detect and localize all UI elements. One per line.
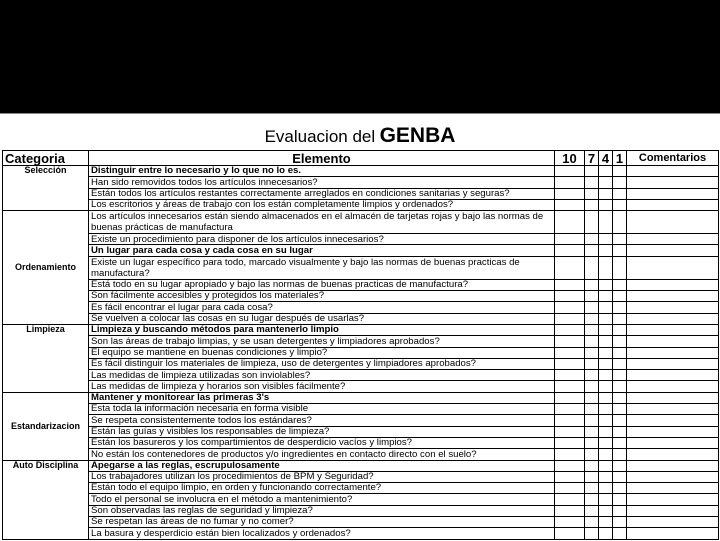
score-1-cell[interactable] (613, 392, 627, 403)
score-4-cell[interactable] (599, 449, 613, 460)
category-cell: Limpieza (3, 324, 89, 392)
score-10-cell[interactable] (555, 404, 585, 415)
score-10-cell[interactable] (555, 279, 585, 290)
comment-cell[interactable] (627, 313, 719, 324)
comment-cell[interactable] (627, 426, 719, 437)
score-10-cell[interactable] (555, 324, 585, 335)
score-7-cell[interactable] (585, 256, 599, 279)
comment-cell[interactable] (627, 437, 719, 448)
score-7-cell[interactable] (585, 166, 599, 177)
score-1-cell[interactable] (613, 471, 627, 482)
comment-cell[interactable] (627, 245, 719, 256)
table-row (3, 166, 719, 177)
element-cell: Los escritorios y áreas de trabajo con los están completamente limpios y ordenados? (89, 199, 555, 210)
element-cell: Los artículos innecesarios están siendo almacenados en el almacén de tarjetas rojas y bajo las normas de buenas prácticas de manufactura (89, 211, 555, 234)
comment-cell[interactable] (627, 471, 719, 482)
element-cell: Están todos los artículos restantes correctamente arreglados en condiciones sanitarias y seguras? (89, 188, 555, 199)
score-4-cell[interactable] (599, 517, 613, 528)
evaluation-table (2, 150, 719, 540)
comment-cell[interactable] (627, 358, 719, 369)
score-4-cell[interactable] (599, 392, 613, 403)
table-row (3, 188, 719, 199)
score-4-cell[interactable] (599, 177, 613, 188)
score-7-cell[interactable] (585, 279, 599, 290)
element-cell: Los trabajadores utilizan los procedimientos de BPM y Seguridad? (89, 471, 555, 482)
score-7-cell[interactable] (585, 199, 599, 210)
comment-cell[interactable] (627, 528, 719, 539)
comment-cell[interactable] (627, 460, 719, 471)
score-1-cell[interactable] (613, 302, 627, 313)
comment-cell[interactable] (627, 347, 719, 358)
category-cell: Ordenamiento (3, 211, 89, 325)
table-row (3, 460, 719, 471)
table-row (3, 370, 719, 381)
score-7-cell[interactable] (585, 505, 599, 516)
comment-cell[interactable] (627, 166, 719, 177)
score-4-cell[interactable] (599, 460, 613, 471)
comment-cell[interactable] (627, 370, 719, 381)
score-1-cell[interactable] (613, 404, 627, 415)
score-1-cell[interactable] (613, 324, 627, 335)
score-1-cell[interactable] (613, 381, 627, 392)
score-7-cell[interactable] (585, 460, 599, 471)
score-10-cell[interactable] (555, 483, 585, 494)
header-comentarios: Comentarios (627, 151, 719, 166)
score-1-cell[interactable] (613, 415, 627, 426)
score-1-cell[interactable] (613, 336, 627, 347)
element-cell: Son observadas las reglas de seguridad y limpieza? (89, 505, 555, 516)
score-7-cell[interactable] (585, 415, 599, 426)
score-10-cell[interactable] (555, 336, 585, 347)
score-10-cell[interactable] (555, 437, 585, 448)
score-10-cell[interactable] (555, 199, 585, 210)
score-7-cell[interactable] (585, 358, 599, 369)
table-row (3, 437, 719, 448)
score-10-cell[interactable] (555, 460, 585, 471)
element-cell: Limpieza y buscando métodos para mantenerlo limpio (89, 324, 555, 335)
comment-cell[interactable] (627, 256, 719, 279)
score-4-cell[interactable] (599, 256, 613, 279)
table-row (3, 517, 719, 528)
score-4-cell[interactable] (599, 404, 613, 415)
element-cell: Han sido removidos todos los artículos innecesarios? (89, 177, 555, 188)
score-7-cell[interactable] (585, 404, 599, 415)
element-cell: Se respetan las áreas de no fumar y no comer? (89, 517, 555, 528)
score-10-cell[interactable] (555, 415, 585, 426)
title-main: GENBA (379, 124, 456, 147)
score-7-cell[interactable] (585, 449, 599, 460)
score-1-cell[interactable] (613, 460, 627, 471)
score-1-cell[interactable] (613, 279, 627, 290)
table-row (3, 313, 719, 324)
header-score-1: 1 (613, 151, 627, 166)
score-10-cell[interactable] (555, 392, 585, 403)
score-1-cell[interactable] (613, 234, 627, 245)
element-cell: Están los basureros y los compartimientos de desperdicio vacíos y limpios? (89, 437, 555, 448)
header-categoria: Categoria (3, 151, 89, 166)
table-row (3, 426, 719, 437)
table-row (3, 336, 719, 347)
comment-cell[interactable] (627, 188, 719, 199)
comment-cell[interactable] (627, 404, 719, 415)
header-row (3, 151, 719, 166)
element-cell: Son las áreas de trabajo limpias, y se usan detergentes y limpiadores aprobados? (89, 336, 555, 347)
score-7-cell[interactable] (585, 291, 599, 302)
score-4-cell[interactable] (599, 199, 613, 210)
comment-cell[interactable] (627, 517, 719, 528)
score-7-cell[interactable] (585, 494, 599, 505)
element-cell: Existe un procedimiento para disponer de los artículos innecesarios? (89, 234, 555, 245)
score-1-cell[interactable] (613, 370, 627, 381)
table-row (3, 279, 719, 290)
element-cell: Apegarse a las reglas, escrupulosamente (89, 460, 555, 471)
score-7-cell[interactable] (585, 392, 599, 403)
score-10-cell[interactable] (555, 471, 585, 482)
score-1-cell[interactable] (613, 528, 627, 539)
score-1-cell[interactable] (613, 177, 627, 188)
comment-cell[interactable] (627, 415, 719, 426)
element-cell: Todo el personal se involucra en el método a mantenimiento? (89, 494, 555, 505)
score-4-cell[interactable] (599, 437, 613, 448)
comment-cell[interactable] (627, 279, 719, 290)
comment-cell[interactable] (627, 234, 719, 245)
comment-cell[interactable] (627, 483, 719, 494)
score-7-cell[interactable] (585, 347, 599, 358)
score-10-cell[interactable] (555, 166, 585, 177)
score-10-cell[interactable] (555, 505, 585, 516)
table-row (3, 302, 719, 313)
score-4-cell[interactable] (599, 188, 613, 199)
score-10-cell[interactable] (555, 188, 585, 199)
score-7-cell[interactable] (585, 211, 599, 234)
score-7-cell[interactable] (585, 437, 599, 448)
header-score-4: 4 (599, 151, 613, 166)
element-cell: No están los contenedores de productos y/o ingredientes en contacto directo con el suelo? (89, 449, 555, 460)
score-4-cell[interactable] (599, 426, 613, 437)
score-4-cell[interactable] (599, 336, 613, 347)
element-cell: Las medidas de limpieza y horarios son visibles fácilmente? (89, 381, 555, 392)
score-1-cell[interactable] (613, 449, 627, 460)
score-4-cell[interactable] (599, 505, 613, 516)
score-10-cell[interactable] (555, 234, 585, 245)
table-row (3, 211, 719, 234)
table-row (3, 505, 719, 516)
score-10-cell[interactable] (555, 358, 585, 369)
score-1-cell[interactable] (613, 211, 627, 234)
table-row (3, 404, 719, 415)
element-cell: Son fácilmente accesibles y protegidos los materiales? (89, 291, 555, 302)
element-cell: Está todo en su lugar apropiado y bajo las normas de buenas practicas de manufactura? (89, 279, 555, 290)
element-cell: Un lugar para cada cosa y cada cosa en su lugar (89, 245, 555, 256)
element-cell: Están todo el equipo limpio, en orden y funcionando correctamente? (89, 483, 555, 494)
element-cell: Es fácil encontrar el lugar para cada cosa? (89, 302, 555, 313)
score-10-cell[interactable] (555, 449, 585, 460)
category-cell: Selección (3, 166, 89, 211)
score-10-cell[interactable] (555, 256, 585, 279)
score-7-cell[interactable] (585, 381, 599, 392)
table-row (3, 358, 719, 369)
score-1-cell[interactable] (613, 483, 627, 494)
score-10-cell[interactable] (555, 381, 585, 392)
element-cell: Es fácil distinguir los materiales de limpieza, uso de detergentes y limpiadores aprobados? (89, 358, 555, 369)
header-score-10: 10 (555, 151, 585, 166)
score-1-cell[interactable] (613, 188, 627, 199)
element-cell: El equipo se mantiene en buenas condiciones y limpio? (89, 347, 555, 358)
score-10-cell[interactable] (555, 517, 585, 528)
score-7-cell[interactable] (585, 302, 599, 313)
score-7-cell[interactable] (585, 324, 599, 335)
score-1-cell[interactable] (613, 256, 627, 279)
score-10-cell[interactable] (555, 347, 585, 358)
score-10-cell[interactable] (555, 313, 585, 324)
score-4-cell[interactable] (599, 381, 613, 392)
score-1-cell[interactable] (613, 347, 627, 358)
table-row (3, 256, 719, 279)
score-7-cell[interactable] (585, 234, 599, 245)
element-cell: Las medidas de limpieza utilizadas son inviolables? (89, 370, 555, 381)
score-1-cell[interactable] (613, 166, 627, 177)
score-10-cell[interactable] (555, 291, 585, 302)
title-prefix: Evaluacion del (264, 127, 376, 146)
comment-cell[interactable] (627, 392, 719, 403)
header-elemento: Elemento (89, 151, 555, 166)
score-1-cell[interactable] (613, 313, 627, 324)
score-10-cell[interactable] (555, 302, 585, 313)
table-body (3, 166, 719, 540)
score-1-cell[interactable] (613, 517, 627, 528)
table-row (3, 381, 719, 392)
score-1-cell[interactable] (613, 494, 627, 505)
table-row (3, 471, 719, 482)
comment-cell[interactable] (627, 177, 719, 188)
score-7-cell[interactable] (585, 336, 599, 347)
element-cell: Distinguir entre lo necesario y lo que no lo es. (89, 166, 555, 177)
table-row (3, 483, 719, 494)
score-7-cell[interactable] (585, 177, 599, 188)
table-row (3, 177, 719, 188)
comment-cell[interactable] (627, 302, 719, 313)
score-4-cell[interactable] (599, 370, 613, 381)
score-7-cell[interactable] (585, 528, 599, 539)
header-score-7: 7 (585, 151, 599, 166)
score-1-cell[interactable] (613, 437, 627, 448)
table-row (3, 291, 719, 302)
comment-cell[interactable] (627, 211, 719, 234)
score-4-cell[interactable] (599, 483, 613, 494)
score-4-cell[interactable] (599, 528, 613, 539)
score-7-cell[interactable] (585, 370, 599, 381)
table-row (3, 528, 719, 539)
table-row (3, 494, 719, 505)
comment-cell[interactable] (627, 324, 719, 335)
black-top-band (0, 0, 720, 113)
element-cell: La basura y desperdicio están bien localizados y ordenados? (89, 528, 555, 539)
score-4-cell[interactable] (599, 358, 613, 369)
score-7-cell[interactable] (585, 188, 599, 199)
comment-cell[interactable] (627, 505, 719, 516)
score-4-cell[interactable] (599, 324, 613, 335)
element-cell: Se vuelven a colocar las cosas en su lugar después de usarlas? (89, 313, 555, 324)
evaluation-sheet (0, 113, 720, 541)
table-row (3, 449, 719, 460)
score-10-cell[interactable] (555, 370, 585, 381)
table-row (3, 234, 719, 245)
table-row (3, 199, 719, 210)
comment-cell[interactable] (627, 199, 719, 210)
score-4-cell[interactable] (599, 211, 613, 234)
comment-cell[interactable] (627, 449, 719, 460)
category-cell: Estandarizacion (3, 392, 89, 460)
comment-cell[interactable] (627, 494, 719, 505)
score-7-cell[interactable] (585, 426, 599, 437)
score-1-cell[interactable] (613, 199, 627, 210)
score-10-cell[interactable] (555, 177, 585, 188)
element-cell: Existe un lugar específico para todo, marcado visualmente y bajo las normas de buenas practicas de manufactura? (89, 256, 555, 279)
score-4-cell[interactable] (599, 494, 613, 505)
table-row (3, 347, 719, 358)
score-4-cell[interactable] (599, 471, 613, 482)
score-10-cell[interactable] (555, 211, 585, 234)
score-1-cell[interactable] (613, 291, 627, 302)
table-row (3, 245, 719, 256)
comment-cell[interactable] (627, 336, 719, 347)
score-4-cell[interactable] (599, 279, 613, 290)
score-4-cell[interactable] (599, 234, 613, 245)
table-row (3, 392, 719, 403)
score-7-cell[interactable] (585, 313, 599, 324)
score-4-cell[interactable] (599, 302, 613, 313)
table-row (3, 324, 719, 335)
score-4-cell[interactable] (599, 245, 613, 256)
comment-cell[interactable] (627, 291, 719, 302)
score-1-cell[interactable] (613, 245, 627, 256)
score-10-cell[interactable] (555, 245, 585, 256)
element-cell: Se respeta consistentemente todos los estándares? (89, 415, 555, 426)
score-4-cell[interactable] (599, 313, 613, 324)
element-cell: Están las guías y visibles los responsables de limpieza? (89, 426, 555, 437)
score-4-cell[interactable] (599, 166, 613, 177)
score-4-cell[interactable] (599, 415, 613, 426)
table-row (3, 415, 719, 426)
score-7-cell[interactable] (585, 517, 599, 528)
element-cell: Mantener y monitorear las primeras 3's (89, 392, 555, 403)
comment-cell[interactable] (627, 381, 719, 392)
score-10-cell[interactable] (555, 528, 585, 539)
score-10-cell[interactable] (555, 494, 585, 505)
sheet-title (0, 124, 720, 148)
score-7-cell[interactable] (585, 483, 599, 494)
category-cell: Auto Disciplina (3, 460, 89, 539)
score-1-cell[interactable] (613, 358, 627, 369)
score-7-cell[interactable] (585, 245, 599, 256)
score-4-cell[interactable] (599, 347, 613, 358)
element-cell: Esta toda la información necesaria en forma visible (89, 404, 555, 415)
score-1-cell[interactable] (613, 426, 627, 437)
score-7-cell[interactable] (585, 471, 599, 482)
score-1-cell[interactable] (613, 505, 627, 516)
score-10-cell[interactable] (555, 426, 585, 437)
score-4-cell[interactable] (599, 291, 613, 302)
